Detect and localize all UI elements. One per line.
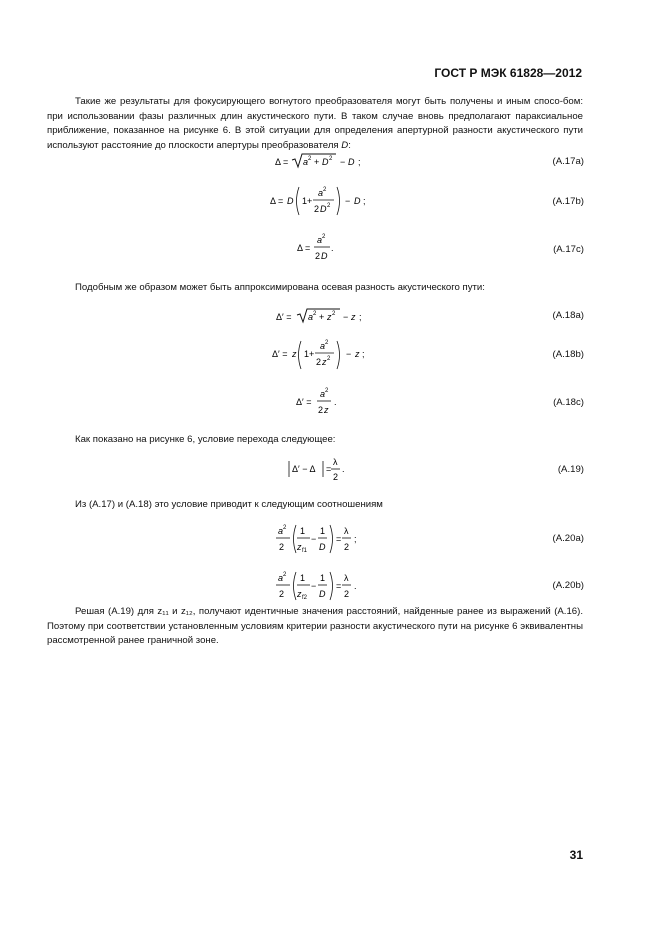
svg-text:z: z	[322, 357, 327, 367]
svg-text:−: −	[311, 581, 317, 591]
svg-text:−: −	[346, 349, 352, 359]
paragraph-5-text: Решая (А.19) для z₁₁ и z₁₂, получают идентичные значения расстояний, найденные ранее из выражений (А.16). Поэтому при соответствии установленным условиям критерии разности акустического пути на рисунке 6 эквивалентны рассмотренной ранее граничной зоне.	[47, 606, 583, 646]
svg-text:.: .	[354, 581, 357, 591]
svg-text:2: 2	[314, 204, 320, 214]
svg-text:a: a	[317, 235, 323, 245]
paragraph-3-text: Как показано на рисунке 6, условие перехода следующее:	[75, 434, 336, 445]
svg-text:2: 2	[327, 356, 331, 362]
svg-text:1: 1	[320, 573, 326, 583]
svg-text:Δ′ =: Δ′ =	[296, 397, 312, 407]
svg-text:2: 2	[344, 589, 350, 599]
svg-text:2: 2	[325, 388, 329, 394]
svg-text:;: ;	[354, 534, 357, 544]
svg-text:2: 2	[323, 187, 327, 193]
svg-text:−: −	[311, 534, 317, 544]
svg-text:;: ;	[362, 349, 365, 359]
svg-text:D: D	[322, 157, 329, 167]
svg-text:D: D	[348, 157, 355, 167]
paragraph-4	[47, 498, 583, 513]
equation-a18a	[200, 306, 460, 326]
svg-text:2: 2	[344, 542, 350, 552]
svg-text:D: D	[287, 196, 294, 206]
document-header: ГОСТ Р МЭК 61828—2012	[434, 66, 582, 80]
svg-text:2: 2	[333, 472, 339, 482]
equation-label-a18c: (A.18c)	[553, 397, 584, 408]
svg-text:−: −	[343, 312, 349, 322]
equation-a17c	[200, 232, 460, 264]
svg-text:1: 1	[300, 526, 306, 536]
svg-text:;: ;	[363, 196, 366, 206]
svg-text:1+: 1+	[302, 196, 313, 206]
equation-a19	[200, 455, 460, 485]
svg-text:z: z	[292, 349, 297, 359]
svg-text:.: .	[342, 464, 345, 474]
variable-d: D	[341, 139, 349, 151]
svg-text:2: 2	[325, 340, 329, 346]
svg-text:a: a	[318, 188, 324, 198]
equation-label-a17a: (A.17a)	[552, 156, 584, 167]
svg-text:−: −	[340, 157, 346, 167]
svg-text:1: 1	[300, 573, 306, 583]
equation-label-a17c: (A.17c)	[553, 244, 584, 255]
svg-text:−: −	[345, 196, 351, 206]
equation-label-a19: (A.19)	[557, 464, 584, 475]
svg-text:a: a	[308, 312, 314, 322]
paragraph-2-text: Подобным же образом может быть аппроксимирована осевая разность акустического пути:	[75, 282, 485, 293]
page-number: 31	[569, 848, 583, 862]
svg-text:f2: f2	[302, 595, 308, 601]
equation-label-a20b: (A.20b)	[552, 580, 584, 591]
svg-text:z: z	[297, 589, 302, 599]
svg-text:Δ′ =: Δ′ =	[272, 349, 288, 359]
svg-text:2: 2	[332, 311, 336, 317]
svg-text:=: =	[326, 464, 332, 474]
svg-text:Δ =: Δ =	[275, 157, 289, 167]
equation-label-a18a: (A.18a)	[552, 310, 584, 321]
svg-text:z: z	[351, 312, 356, 322]
svg-text:Δ =: Δ =	[297, 243, 311, 253]
paragraph-3	[47, 433, 583, 448]
svg-text:a: a	[278, 526, 284, 536]
svg-text:λ: λ	[344, 573, 349, 583]
svg-text:2: 2	[279, 542, 285, 552]
equation-label-a20a: (A.20a)	[552, 533, 584, 544]
equation-a20b	[200, 568, 460, 602]
svg-text:2: 2	[327, 203, 331, 209]
svg-text:+: +	[314, 157, 320, 167]
svg-text:=: =	[336, 534, 342, 544]
svg-text:;: ;	[359, 312, 362, 322]
equation-a17b	[200, 183, 460, 219]
svg-text:a: a	[278, 573, 284, 583]
svg-text:f1: f1	[302, 548, 308, 554]
svg-text:Δ =: Δ =	[270, 196, 284, 206]
svg-text:z: z	[324, 405, 329, 415]
svg-text:2: 2	[308, 156, 312, 162]
svg-text:1: 1	[320, 526, 326, 536]
paragraph-4-text: Из (А.17) и (А.18) это условие приводит к следующим соотношениям	[75, 499, 383, 510]
svg-text:z: z	[297, 542, 302, 552]
svg-text:2: 2	[316, 357, 322, 367]
svg-text:1+: 1+	[304, 349, 315, 359]
svg-text:+: +	[319, 312, 325, 322]
svg-text:a: a	[303, 157, 309, 167]
svg-text:2: 2	[279, 589, 285, 599]
svg-text:2: 2	[318, 405, 324, 415]
equation-label-a17b: (A.17b)	[552, 196, 584, 207]
svg-text:λ: λ	[333, 457, 338, 467]
svg-text:2: 2	[283, 572, 287, 578]
equation-a20a	[200, 521, 460, 555]
svg-text:.: .	[331, 243, 334, 253]
svg-text:2: 2	[283, 525, 287, 531]
svg-text:D: D	[320, 204, 327, 214]
svg-text:a: a	[320, 341, 326, 351]
equation-label-a18b: (A.18b)	[552, 349, 584, 360]
svg-text:=: =	[336, 581, 342, 591]
svg-text:λ: λ	[344, 526, 349, 536]
svg-text:D: D	[321, 251, 328, 261]
svg-text:2: 2	[315, 251, 321, 261]
svg-text:Δ′ − Δ: Δ′ − Δ	[292, 464, 316, 474]
svg-text:Δ′ =: Δ′ =	[276, 312, 292, 322]
svg-text:.: .	[334, 397, 337, 407]
svg-text:2: 2	[329, 156, 333, 162]
equation-a18b	[200, 337, 460, 373]
paragraph-2	[47, 281, 583, 296]
svg-text:;: ;	[358, 157, 361, 167]
svg-text:z: z	[355, 349, 360, 359]
svg-text:D: D	[319, 542, 326, 552]
svg-text:2: 2	[322, 234, 326, 240]
paragraph-1-text: Такие же результаты для фокусирующего вогнутого преобразователя могут быть получены и иным спосо-бом: при использовании фазы различных длин акустического пути. В таком случае вновь предполагают параксиальное приближение, показанное на рисунке 6. В этой ситуации для определения апертурной разности акустического пути используют расстояние до плоскости апертуры преобразователя	[47, 96, 583, 151]
paragraph-5	[47, 605, 583, 649]
svg-text:D: D	[354, 196, 361, 206]
svg-text:2: 2	[313, 311, 317, 317]
svg-text:D: D	[319, 589, 326, 599]
equation-a17a	[200, 152, 460, 172]
equation-a18c	[200, 385, 460, 417]
svg-text:z: z	[327, 312, 332, 322]
paragraph-1: Такие же результаты для фокусирующего вогнутого преобразователя могут быть получены и иным спосо-бом: при использовании фазы различных длин акустического пути. В таком случае вновь предполагают параксиальное приближение, показанное на рисунке 6. В этой ситуации для определения апертурной разности акустического пути используют расстояние до плоскости апертуры преобразователя D:	[47, 96, 583, 151]
svg-text:a: a	[320, 389, 326, 399]
